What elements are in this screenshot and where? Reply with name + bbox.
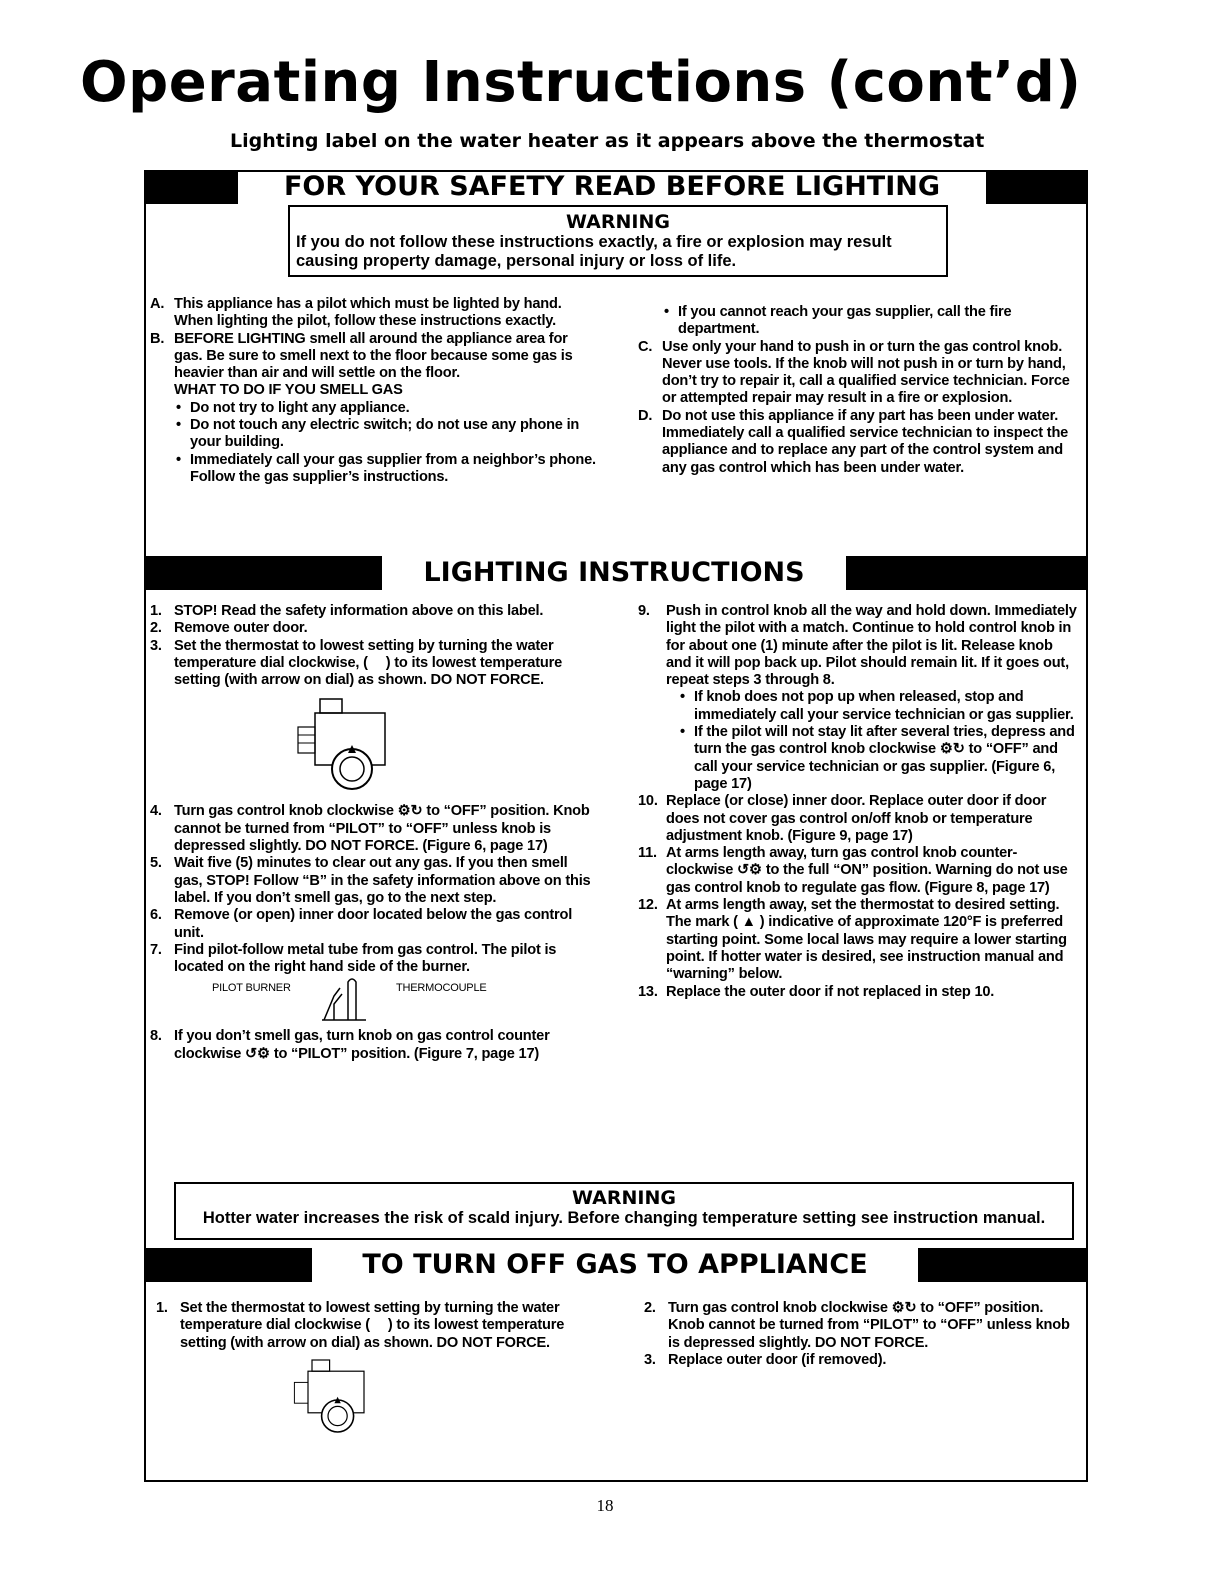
safety-item-b: B. BEFORE LIGHTING smell all around the appliance area for gas. Be sure to smell next to the floor because some gas is heavier than air and will settle on the floor. WHAT TO DO IF YOU SMELL GAS: [150, 331, 598, 400]
safety-item-c: C. Use only your hand to push in or turn the gas control knob. Never use tools. If the knob will not push in or turn by hand, don’t try to repair it, call a qualified service technician. Force or attempted repair may result in a fire or explosion.: [638, 338, 1070, 407]
knob-counterclockwise-icon: ↺⚙: [245, 1045, 270, 1062]
lighting-left-column: [150, 603, 598, 1063]
step-6: 6. Remove (or open) inner door located below the gas control unit.: [150, 907, 573, 941]
step-11: 11. At arms length away, turn gas control knob counter-clockwise ↺⚙ to the full “ON” position. Warning do not use gas control knob to regulate gas flow. (Figure 8, page 17): [638, 845, 1068, 896]
safety-right-column: [638, 304, 1080, 477]
turnoff-right-column: [644, 1300, 1080, 1369]
turnoff-banner-label: TO TURN OFF GAS TO APPLIANCE: [362, 1249, 868, 1280]
pilot-figure: PILOT BURNER THERMOCOUPLE: [150, 976, 598, 1024]
knob-counterclockwise-icon: ↺⚙: [737, 862, 762, 879]
turnoff-step-2: 2. Turn gas control knob clockwise ⚙↻ to “OFF” position. Knob cannot be turned from “PILOT” to “OFF” unless knob is depressed slightly. DO NOT FORCE.: [644, 1300, 1070, 1351]
step-4: 4. Turn gas control knob clockwise ⚙↻ to “OFF” position. Knob cannot be turned from “PILOT” to “OFF” unless knob is depressed slightly. DO NOT FORCE. (Figure 6, page 17): [150, 803, 590, 855]
page-number: 18: [596, 1496, 614, 1515]
lighting-banner-label: LIGHTING INSTRUCTIONS: [423, 557, 805, 588]
step-12: 12. At arms length away, set the thermostat to desired setting. The mark ( ▲ ) indicative of approximate 120°F is preferred starting point. Some local laws may require a lower starting point. If hotter water is desired, see instruction manual and “warning” below.: [638, 897, 1067, 983]
warning-title: WARNING: [566, 211, 670, 233]
pilot-burner-icon: [320, 976, 380, 1024]
warning-box: [288, 205, 948, 277]
bullet-item: • Do not try to light any appliance.: [176, 399, 410, 416]
bullet-item: • If the pilot will not stay lit after several tries, depress and turn the gas control knob clockwise ⚙↻ to “OFF” and call your service technician or gas supplier. (Figure 6, page 17): [680, 724, 1075, 792]
what-to-do-heading: WHAT TO DO IF YOU SMELL GAS: [174, 382, 403, 399]
gas-control-figure: [286, 1352, 386, 1440]
bullet-item: • If knob does not pop up when released, stop and immediately call your service technician or gas supplier.: [680, 689, 1074, 723]
turnoff-step-3: 3. Replace outer door (if removed).: [644, 1351, 887, 1368]
knob-clockwise-icon: ⚙↻: [891, 1300, 917, 1316]
step-9: 9. Push in control knob all the way and hold down. Immediately light the pilot with a match. Continue to hold control knob in for about one (1) minute after the pilot is lit. Release knob and it will pop back up. Pilot should remain lit. If it goes out, repeat steps 3 through 8.: [638, 603, 1077, 689]
step-3: 3. Set the thermostat to lowest setting by turning the water temperature dial clockwise, ( ) to its lowest temperature setting (with arrow on dial) as shown. DO NOT FORCE.: [150, 637, 562, 689]
knob-clockwise-icon: ⚙↻: [397, 803, 423, 820]
turnoff-step-1: 1. Set the thermostat to lowest setting by turning the water temperature dial clockwise ( ) to its lowest temperature setting (with arrow on dial) as shown. DO NOT FORCE.: [156, 1300, 565, 1351]
step-7: 7. Find pilot-follow metal tube from gas control. The pilot is located on the right hand side of the burner.: [150, 941, 557, 976]
lighting-banner: [144, 556, 1088, 590]
bullet-item: • If you cannot reach your gas supplier, call the fire department.: [664, 304, 1012, 338]
turnoff-left-column: [156, 1300, 604, 1440]
page-title: Operating Instructions (cont’d): [80, 50, 1082, 115]
step-1: 1. STOP! Read the safety information above on this label.: [150, 603, 544, 619]
bullet-item: • Do not touch any electric switch; do not use any phone in your building.: [176, 417, 580, 451]
lighting-right-column: [638, 603, 1080, 1001]
bullet-item: • Immediately call your gas supplier from a neighbor’s phone. Follow the gas supplier’s instructions.: [176, 451, 596, 485]
scald-warning-title: WARNING: [572, 1187, 676, 1209]
knob-clockwise-icon: ⚙↻: [939, 741, 965, 758]
gas-control-figure: [290, 689, 410, 799]
safety-item-d: D. Do not use this appliance if any part has been under water. Immediately call a qualified service technician to inspect the appliance and to replace any part of the control system and any gas control which has been under water.: [638, 407, 1069, 476]
step-2: 2. Remove outer door.: [150, 620, 308, 637]
safety-banner-label: FOR YOUR SAFETY READ BEFORE LIGHTING: [283, 171, 941, 202]
step-10: 10. Replace (or close) inner door. Replace outer door if door does not cover gas control on/off knob or temperature adjustment knob. (Figure 9, page 17): [638, 793, 1047, 844]
turnoff-banner: [144, 1248, 1088, 1282]
safety-banner: [144, 170, 1088, 204]
scald-warning-box: [174, 1182, 1074, 1240]
step-13: 13. Replace the outer door if not replaced in step 10.: [638, 983, 995, 1000]
page-subtitle: Lighting label on the water heater as it appears above the thermostat: [230, 130, 985, 152]
step-8: 8. If you don’t smell gas, turn knob on gas control counter clockwise ↺⚙ to “PILOT” position. (Figure 7, page 17): [150, 1028, 550, 1062]
scald-warning-text: Hotter water increases the risk of scald injury. Before changing temperature setting see instruction manual.: [202, 1209, 1046, 1227]
warning-text: If you do not follow these instructions exactly, a fire or explosion may result causing property damage, personal injury or loss of life.: [296, 233, 892, 270]
step-5: 5. Wait five (5) minutes to clear out any gas. If you then smell gas, STOP! Follow “B” in the safety information above on this label. If you don’t smell gas, go to the next step.: [150, 855, 591, 906]
safety-item-a: A. This appliance has a pilot which must be lighted by hand. When lighting the pilot, follow these instructions exactly.: [150, 296, 562, 330]
safety-left-column: [150, 296, 598, 486]
